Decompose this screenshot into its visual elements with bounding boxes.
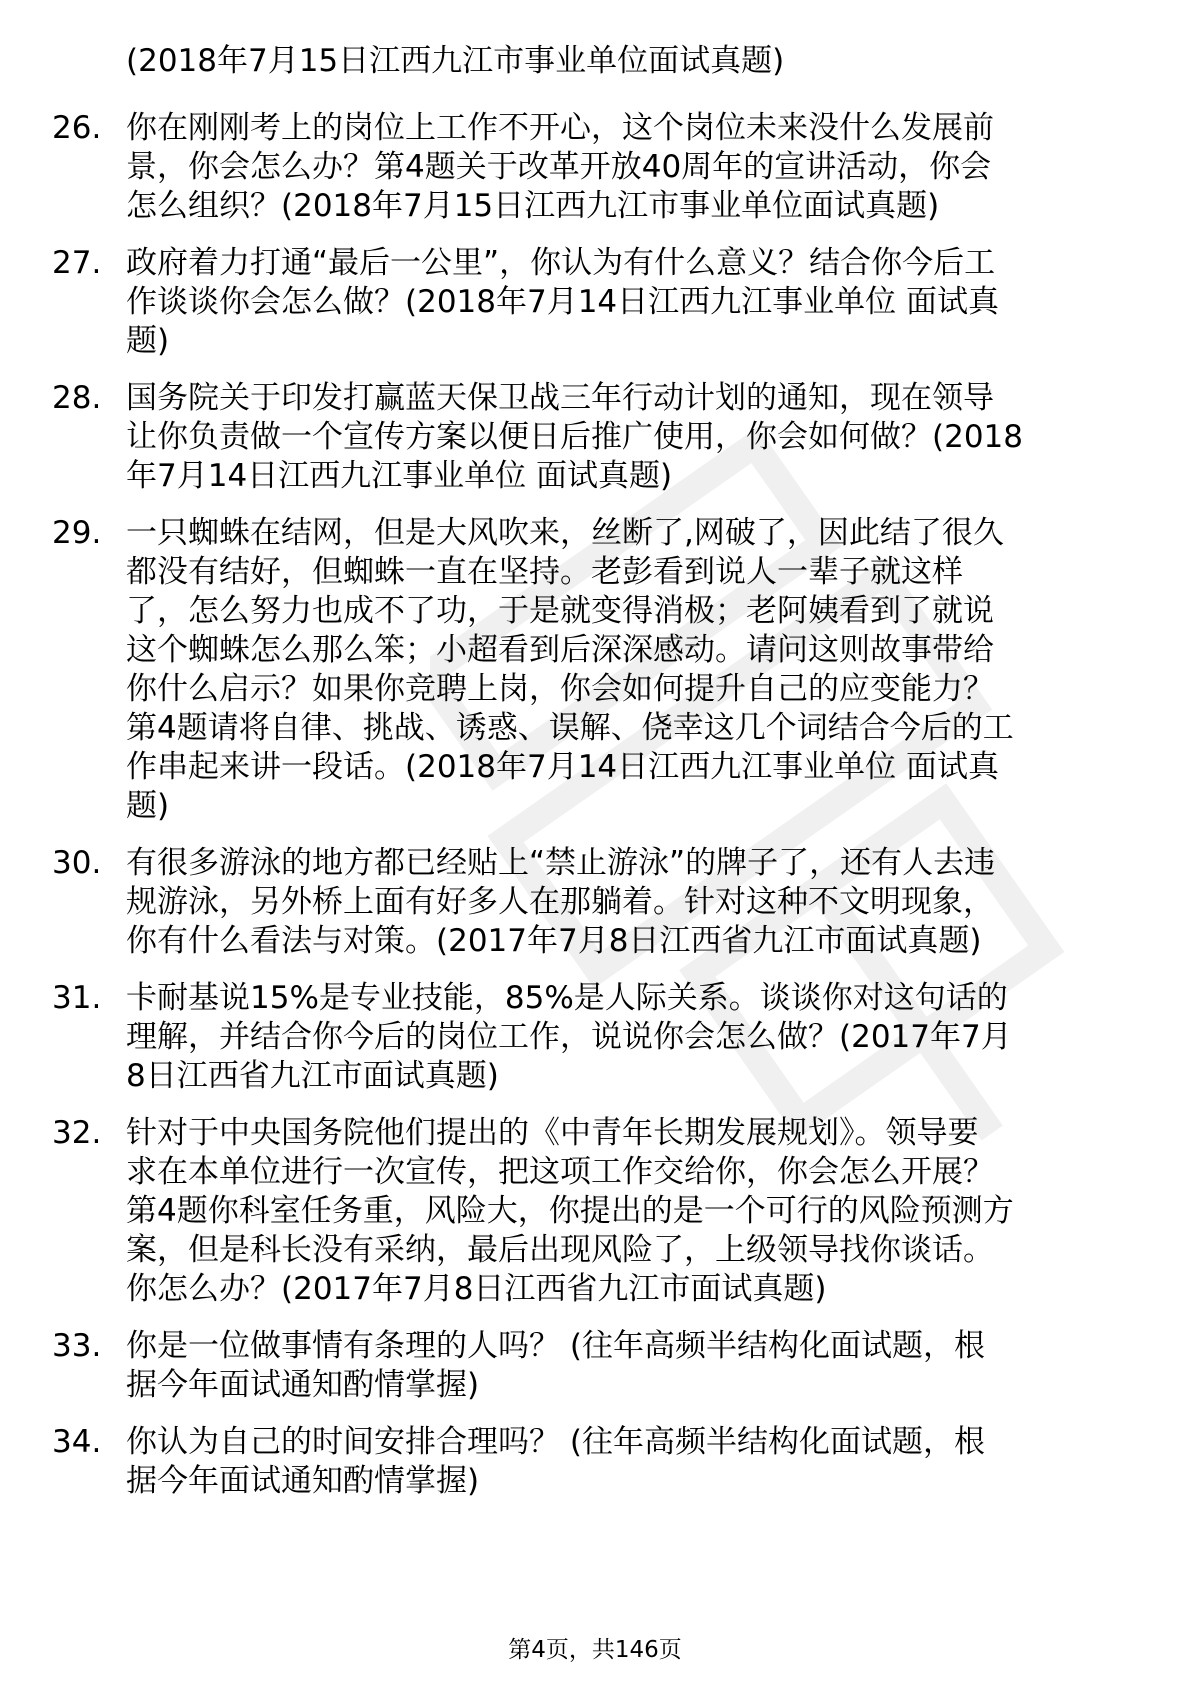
question-line: 题) (126, 788, 170, 824)
question-line: 让你负责做一个宣传方案以便日后推广使用，你会如何做？(2018 (126, 419, 1023, 455)
question-line: 年7月14日江西九江事业单位 面试真题) (126, 458, 673, 494)
question-line: 一只蜘蛛在结网，但是大风吹来，丝断了,网破了，因此结了很久 (126, 515, 1004, 551)
question-line: 第4题请将自律、挑战、诱惑、误解、侥幸这几个词结合今后的工 (126, 710, 1014, 746)
question-line: 了，怎么努力也成不了功，于是就变得消极；老阿姨看到了就说 (126, 593, 994, 629)
question-number: 30. (52, 845, 102, 881)
question-number: 29. (52, 515, 102, 551)
question-line: 针对于中央国务院他们提出的《中青年长期发展规划》。领导要 (126, 1115, 979, 1151)
question-number: 27. (52, 245, 102, 281)
question-line: 你认为自己的时间安排合理吗？ (往年高频半结构化面试题，根 (126, 1424, 985, 1460)
question-line: 题) (126, 323, 170, 359)
question-line: 据今年面试通知酌情掌握) (126, 1463, 480, 1499)
question-line: 都没有结好，但蜘蛛一直在坚持。老彭看到说人一辈子就这样 (126, 554, 963, 590)
question-line: 你有什么看法与对策。(2017年7月8日江西省九江市面试真题) (126, 923, 982, 959)
question-number: 33. (52, 1328, 102, 1364)
question-line: 案，但是科长没有采纳，最后出现风险了，上级领导找你谈话。 (126, 1232, 994, 1268)
question-line: 政府着力打通“最后一公里”，你认为有什么意义？结合你今后工 (126, 245, 996, 281)
intro-line: (2018年7月15日江西九江市事业单位面试真题) (126, 43, 785, 79)
question-number: 26. (52, 110, 102, 146)
question-line: 作串起来讲一段话。(2018年7月14日江西九江事业单位 面试真 (126, 749, 1000, 785)
question-line: 有很多游泳的地方都已经贴上“禁止游泳”的牌子了，还有人去违 (126, 845, 996, 881)
question-number: 28. (52, 380, 102, 416)
question-line: 你怎么办？(2017年7月8日江西省九江市面试真题) (126, 1271, 827, 1307)
page-number-footer: 第4页，共146页 (508, 1637, 682, 1663)
question-line: 景，你会怎么办？第4题关于改革开放40周年的宣讲活动，你会 (126, 149, 992, 185)
question-number: 31. (52, 980, 102, 1016)
question-line: 怎么组织？(2018年7月15日江西九江市事业单位面试真题) (126, 188, 940, 224)
question-line: 你在刚刚考上的岗位上工作不开心，这个岗位未来没什么发展前 (126, 110, 994, 146)
question-number: 32. (52, 1115, 102, 1151)
question-number: 34. (52, 1424, 102, 1460)
question-line: 你什么启示？如果你竞聘上岗，你会如何提升自己的应变能力？ (126, 671, 994, 707)
question-line: 求在本单位进行一次宣传，把这项工作交给你，你会怎么开展？ (126, 1154, 994, 1190)
question-line: 理解，并结合你今后的岗位工作，说说你会怎么做？(2017年7月 (126, 1019, 1012, 1055)
question-line: 你是一位做事情有条理的人吗？ (往年高频半结构化面试题，根 (126, 1328, 985, 1364)
question-line: 卡耐基说15%是专业技能，85%是人际关系。谈谈你对这句话的 (126, 980, 1008, 1016)
question-line: 作谈谈你会怎么做？(2018年7月14日江西九江事业单位 面试真 (126, 284, 1000, 320)
question-line: 据今年面试通知酌情掌握) (126, 1367, 480, 1403)
question-line: 国务院关于印发打赢蓝天保卫战三年行动计划的通知，现在领导 (126, 380, 994, 416)
question-line: 第4题你科室任务重，风险大，你提出的是一个可行的风险预测方 (126, 1193, 1014, 1229)
question-line: 规游泳，另外桥上面有好多人在那躺着。针对这种不文明现象， (126, 884, 994, 920)
question-line: 这个蜘蛛怎么那么笨；小超看到后深深感动。请问这则故事带给 (126, 632, 994, 668)
question-line: 8日江西省九江市面试真题) (126, 1058, 499, 1094)
